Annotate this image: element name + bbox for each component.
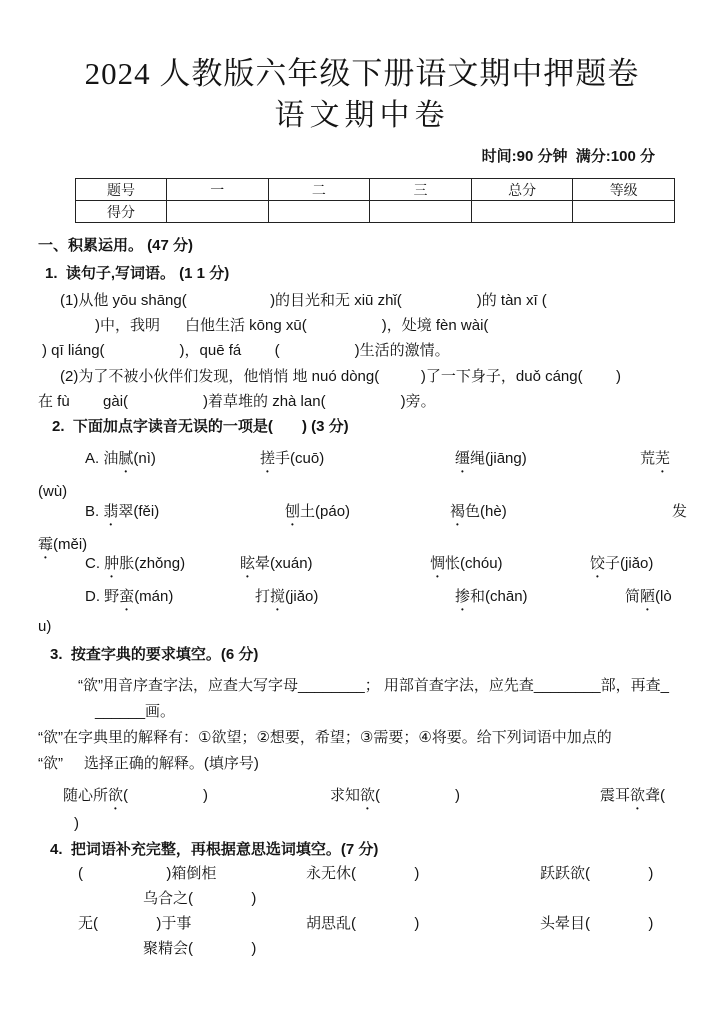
- q4-row-2: [0, 887, 724, 912]
- option-word: [240, 552, 313, 581]
- dotted-char: 褐: [450, 503, 466, 521]
- dotted-char: 饺: [590, 555, 606, 573]
- section-1-heading: 一、积累运用。 (47 分): [38, 237, 194, 254]
- q4-row-1: [0, 862, 724, 887]
- score-header-grade: 等级: [573, 179, 675, 201]
- word-pre: 荒: [640, 450, 656, 468]
- word-with-blank: [63, 784, 208, 813]
- q1-sentence-2-line-1: (2)为了不被小伙伴们发现，他悄悄 地 nuó dòng( )了一下身子，duǒ cáng( ): [60, 367, 621, 385]
- dotted-char: 搅: [270, 588, 286, 606]
- option-word: [85, 447, 156, 476]
- word-post: 色: [465, 503, 481, 521]
- score-header-part3: 三: [370, 179, 472, 201]
- score-header-timu: 题号: [76, 179, 167, 201]
- word-post: ( ): [123, 787, 209, 805]
- score-empty-cell: [471, 201, 573, 223]
- word-pre: 跃跃欲( ): [540, 865, 654, 883]
- word-pre: 发: [672, 503, 688, 521]
- pinyin: u): [38, 618, 52, 636]
- pinyin: (hè): [480, 503, 507, 521]
- q2-option-row-b: [0, 500, 724, 533]
- q3-dictionary-line-1: “欲”用音序查字法，应查大写字母________； 用部首查字法，应先查________部，再查_: [78, 677, 669, 695]
- word-pre: 胡思乱( ): [306, 915, 420, 933]
- word-pre: 震耳: [600, 787, 631, 805]
- option-word: [672, 500, 687, 529]
- dotted-char: 掺: [455, 588, 471, 606]
- dotted-char: 欲: [630, 787, 646, 805]
- score-empty-cell: [167, 201, 269, 223]
- dotted-char: 欲: [360, 787, 376, 805]
- dotted-char: 陋: [640, 588, 656, 606]
- exam-title: 2024 人教版六年级下册语文期中押题卷: [84, 56, 640, 91]
- pinyin: (wù): [38, 483, 68, 501]
- score-table: [75, 178, 675, 223]
- pinyin: (xuán): [270, 555, 313, 573]
- option-word: [260, 447, 324, 476]
- pinyin: (jiǎo): [285, 588, 319, 606]
- word-with-blank: 乌合之( ): [143, 890, 257, 908]
- dotted-char: 刨: [285, 503, 301, 521]
- option-word: [85, 585, 173, 614]
- q1-sentence-2-line-2: 在 fù gài( )着草堆的 zhà lan( )旁。: [38, 392, 436, 410]
- option-word: [85, 552, 185, 581]
- score-label-cell: 得分: [76, 201, 167, 223]
- q1-heading: 1. 读句子,写词语。 (1 1 分): [45, 265, 230, 282]
- q4-row-4: [0, 937, 724, 962]
- word-post: 土: [300, 503, 316, 521]
- word-pre: A. 油: [85, 450, 119, 468]
- word-post: ( ): [375, 787, 461, 805]
- word-pre: 随心所: [63, 787, 109, 805]
- score-empty-cell: [573, 201, 675, 223]
- word-pre: ( )箱倒柜: [78, 865, 217, 883]
- dotted-char: 蛮: [119, 588, 135, 606]
- pinyin: (lò: [655, 588, 672, 606]
- pinyin: (chóu): [460, 555, 503, 573]
- q2-option-d-wrap-line: [0, 618, 724, 642]
- q1-sentence-1-line-2: )中，我明 白他生活 kōng xū( )，处境 fèn wài(: [95, 317, 489, 335]
- pinyin: (jiǎo): [620, 555, 654, 573]
- word-with-blank: [330, 784, 460, 813]
- pinyin: (cuō): [290, 450, 325, 468]
- word-post: 聋(: [645, 787, 666, 805]
- q2-option-row-a: [0, 447, 724, 483]
- option-word: [430, 552, 503, 581]
- option-word: [640, 447, 670, 476]
- word-pre: 无( )于事: [78, 915, 192, 933]
- word-pre: 打: [255, 588, 271, 606]
- word-pre: 头晕目( ): [540, 915, 654, 933]
- q3-words-wrap-line: [0, 815, 724, 837]
- pinyin: (měi): [53, 536, 88, 554]
- option-word: [285, 500, 350, 529]
- word-post: 手: [275, 450, 291, 468]
- pinyin: (chān): [485, 588, 528, 606]
- word-with-blank: 聚精会( ): [143, 940, 257, 958]
- q3-words-row: [0, 784, 724, 815]
- dotted-char: 惆: [430, 555, 446, 573]
- q1-sentence-1-line-3: ) qī liáng( )，quē fá ( )生活的激情。: [42, 342, 450, 360]
- dotted-char: 缰: [455, 450, 471, 468]
- pinyin: (jiāng): [485, 450, 527, 468]
- word-pre: 永无休( ): [306, 865, 420, 883]
- dotted-char: 欲: [108, 787, 124, 805]
- time-score-info: 时间:90 分钟 满分:100 分: [481, 148, 655, 165]
- option-word: [590, 552, 653, 581]
- q1-sentence-1-line-1: (1)从他 yōu shāng( )的目光和无 xiū zhǐ( )的 tàn xī (: [60, 292, 547, 309]
- word-pre: 简: [625, 588, 641, 606]
- q3-dictionary-line-2: ______画。: [95, 703, 176, 721]
- word-post: 翠: [118, 503, 134, 521]
- score-header-part1: 一: [167, 179, 269, 201]
- q3-meanings-line-2: “欲” 选择正确的解释。(填序号): [38, 755, 259, 773]
- q2-option-a-wrap-line: [0, 483, 724, 500]
- word-pre: 求知: [330, 787, 361, 805]
- q2-option-row-c: [0, 552, 724, 585]
- score-empty-cell: [370, 201, 472, 223]
- pinyin: (mán): [134, 588, 174, 606]
- score-header-part2: 二: [268, 179, 370, 201]
- dotted-char: 肿: [104, 555, 120, 573]
- option-word: [450, 500, 507, 529]
- exam-subtitle: 语文期中卷: [274, 99, 450, 132]
- score-empty-cell: [268, 201, 370, 223]
- closing-paren: ): [74, 815, 79, 833]
- pinyin: (nì): [133, 450, 156, 468]
- option-word: [455, 447, 527, 476]
- q2-option-row-d: [0, 585, 724, 618]
- word-with-blank: [600, 784, 665, 813]
- option-word: [255, 585, 318, 614]
- dotted-char: 翡: [103, 503, 119, 521]
- dotted-char: 芜: [655, 450, 671, 468]
- pinyin: (páo): [315, 503, 351, 521]
- dotted-char: 霉: [38, 536, 54, 554]
- word-pre: D. 野: [85, 588, 120, 606]
- q4-row-3: [0, 912, 724, 937]
- word-pre: C.: [85, 555, 105, 573]
- q2-heading: 2. 下面加点字读音无误的一项是( ) (3 分): [52, 418, 349, 436]
- word-post: 子: [605, 555, 621, 573]
- score-header-total: 总分: [471, 179, 573, 201]
- q3-heading: 3. 按查字典的要求填空。(6 分): [50, 646, 259, 664]
- option-word: [38, 618, 51, 644]
- score-table-header-row: [76, 179, 675, 201]
- option-word: [455, 585, 528, 614]
- pinyin: (zhǒng): [134, 555, 186, 573]
- word-pre: B.: [85, 503, 104, 521]
- score-table-score-row: [76, 201, 675, 223]
- word-post: 绳: [470, 450, 486, 468]
- option-word: [625, 585, 672, 614]
- q2-option-b-wrap-line: [0, 533, 724, 552]
- q3-meanings-line-1: “欲”在字典里的解释有：①欲望；②想要，希望；③需要；④将要。给下列词语中加点的: [38, 729, 612, 747]
- word-post: 和: [470, 588, 486, 606]
- word-post: 晕: [255, 555, 271, 573]
- word-post: 胀: [119, 555, 135, 573]
- dotted-char: 眩: [240, 555, 256, 573]
- option-word: [85, 500, 159, 529]
- word-post: 怅: [445, 555, 461, 573]
- dotted-char: 腻: [118, 450, 134, 468]
- q4-heading: 4. 把词语补充完整，再根据意思选词填空。(7 分): [50, 841, 379, 859]
- dotted-char: 搓: [260, 450, 276, 468]
- pinyin: (fěi): [133, 503, 160, 521]
